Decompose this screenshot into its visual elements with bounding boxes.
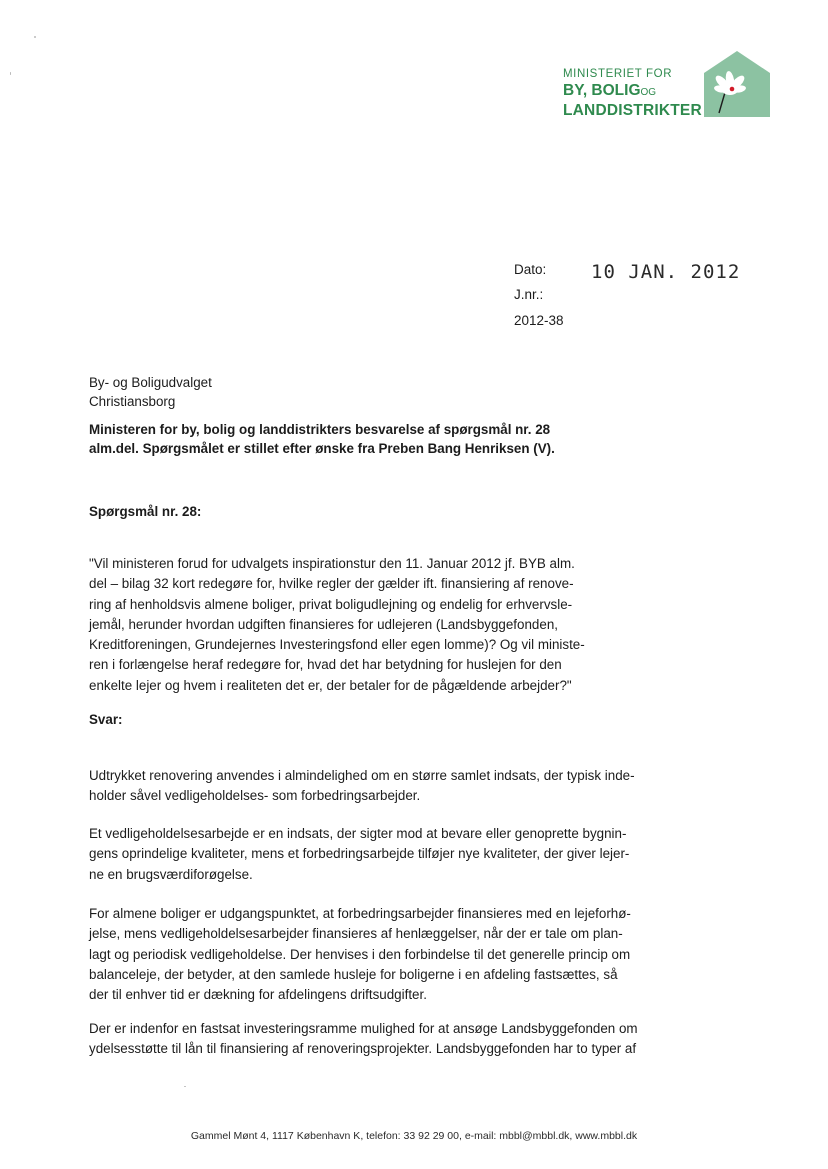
question-line: jemål, herunder hvordan udgiften finansieres for udlejeren (Landsbyggefonden, [89,616,558,632]
logo-line-1: MINISTERIET FOR [563,68,673,80]
date-stamp: 10 JAN. 2012 [591,261,741,283]
answer-line: ne en brugsværdiforøgelse. [89,866,253,882]
question-line: Kreditforeningen, Grundejernes Investeringsfond eller egen lomme)? Og vil ministe- [89,637,585,653]
answer-line: jelse, mens vedligeholdelsesarbejder finansieres af henlæggelser, når der er tale om plan- [89,926,623,942]
footer-contact: Gammel Mønt 4, 1117 København K, telefon: 33 92 29 00, e-mail: mbbl@mbbl.dk, www.mbbl.dk [190,1130,638,1142]
logo-line-3: LANDDISTRIKTER [563,102,702,119]
jnr-label: J.nr.: [514,287,544,302]
recipient-line-2: Christiansborg [89,393,176,409]
scan-speck [34,36,36,38]
logo-line-2-main: BY, BOLIG [563,82,641,99]
logo-line-2 [563,82,702,102]
answer-paragraph [89,824,659,885]
scan-speck [10,72,11,75]
logo-line-2-small: OG [640,87,657,98]
answer-paragraph [89,904,659,1005]
answer-line: ydelsesstøtte til lån til finansiering af renoveringsprojekter. Landsbyggefonden har to typer af [89,1041,637,1057]
answer-line: lagt og periodisk vedligeholdelse. Der henvises i den forbindelse til det generelle princip om [89,946,631,962]
answer-paragraph [89,1019,659,1060]
answer-line: Udtrykket renovering anvendes i almindelighed om en større samlet indsats, der typisk inde- [89,768,635,783]
question-line: del – bilag 32 kort redegøre for, hvilke regler der gælder ift. finansiering af renove- [89,576,574,592]
question-title: Spørgsmål nr. 28: [89,504,202,519]
question-line: enkelte lejer og hvem i realiteten det er, der betaler for de pågældende arbejder?" [89,677,572,693]
answer-line: Der er indenfor en fastsat investeringsramme mulighed for at ansøge Landsbyggefonden om [89,1021,638,1036]
scan-speck [184,1086,186,1087]
house-flower-logo-icon [704,51,770,117]
answer-line: holder såvel vedligeholdelses- som forbedringsarbejder. [89,788,421,804]
answer-line: Et vedligeholdelsesarbejde er en indsats, der sigter mod at bevare eller genoprette bygnin- [89,826,627,841]
heading-line-1: Ministeren for by, bolig og landdistrikters besvarelse af spørgsmål nr. 28 [89,422,551,437]
heading-line-2: alm.del. Spørgsmålet er stillet efter ønske fra Preben Bang Henriksen (V). [89,440,555,456]
answer-line: For almene boliger er udgangspunktet, at forbedringsarbejder finansieres med en lejeforhø- [89,906,631,921]
question-line: ring af henholdsvis almene boliger, privat boligudlejning og endelig for erhvervsle- [89,596,573,612]
ministry-logo-text [563,67,702,120]
document-heading [89,421,555,459]
jnr-value: 2012-38 [514,313,564,328]
answer-line: der til enhver tid er dækning for afdelingens driftsudgifter. [89,987,427,1003]
answer-paragraph [89,766,659,807]
question-line: "Vil ministeren forud for udvalgets inspirationstur den 11. Januar 2012 jf. BYB alm. [89,556,575,571]
question-text [89,554,659,696]
answer-title: Svar: [89,712,123,727]
date-label: Dato: [514,262,547,277]
recipient-line-1: By- og Boligudvalget [89,375,212,390]
answer-line: gens oprindelige kvaliteter, mens et forbedringsarbejde tilføjer nye kvaliteter, der giver lejer- [89,846,630,862]
recipient-address [89,374,212,412]
question-line: ren i forlængelse heraf redegøre for, hvad det har betydning for huslejen for den [89,657,562,673]
answer-line: balanceleje, der betyder, at den samlede husleje for boligerne i en afdeling fastsættes, så [89,966,618,982]
